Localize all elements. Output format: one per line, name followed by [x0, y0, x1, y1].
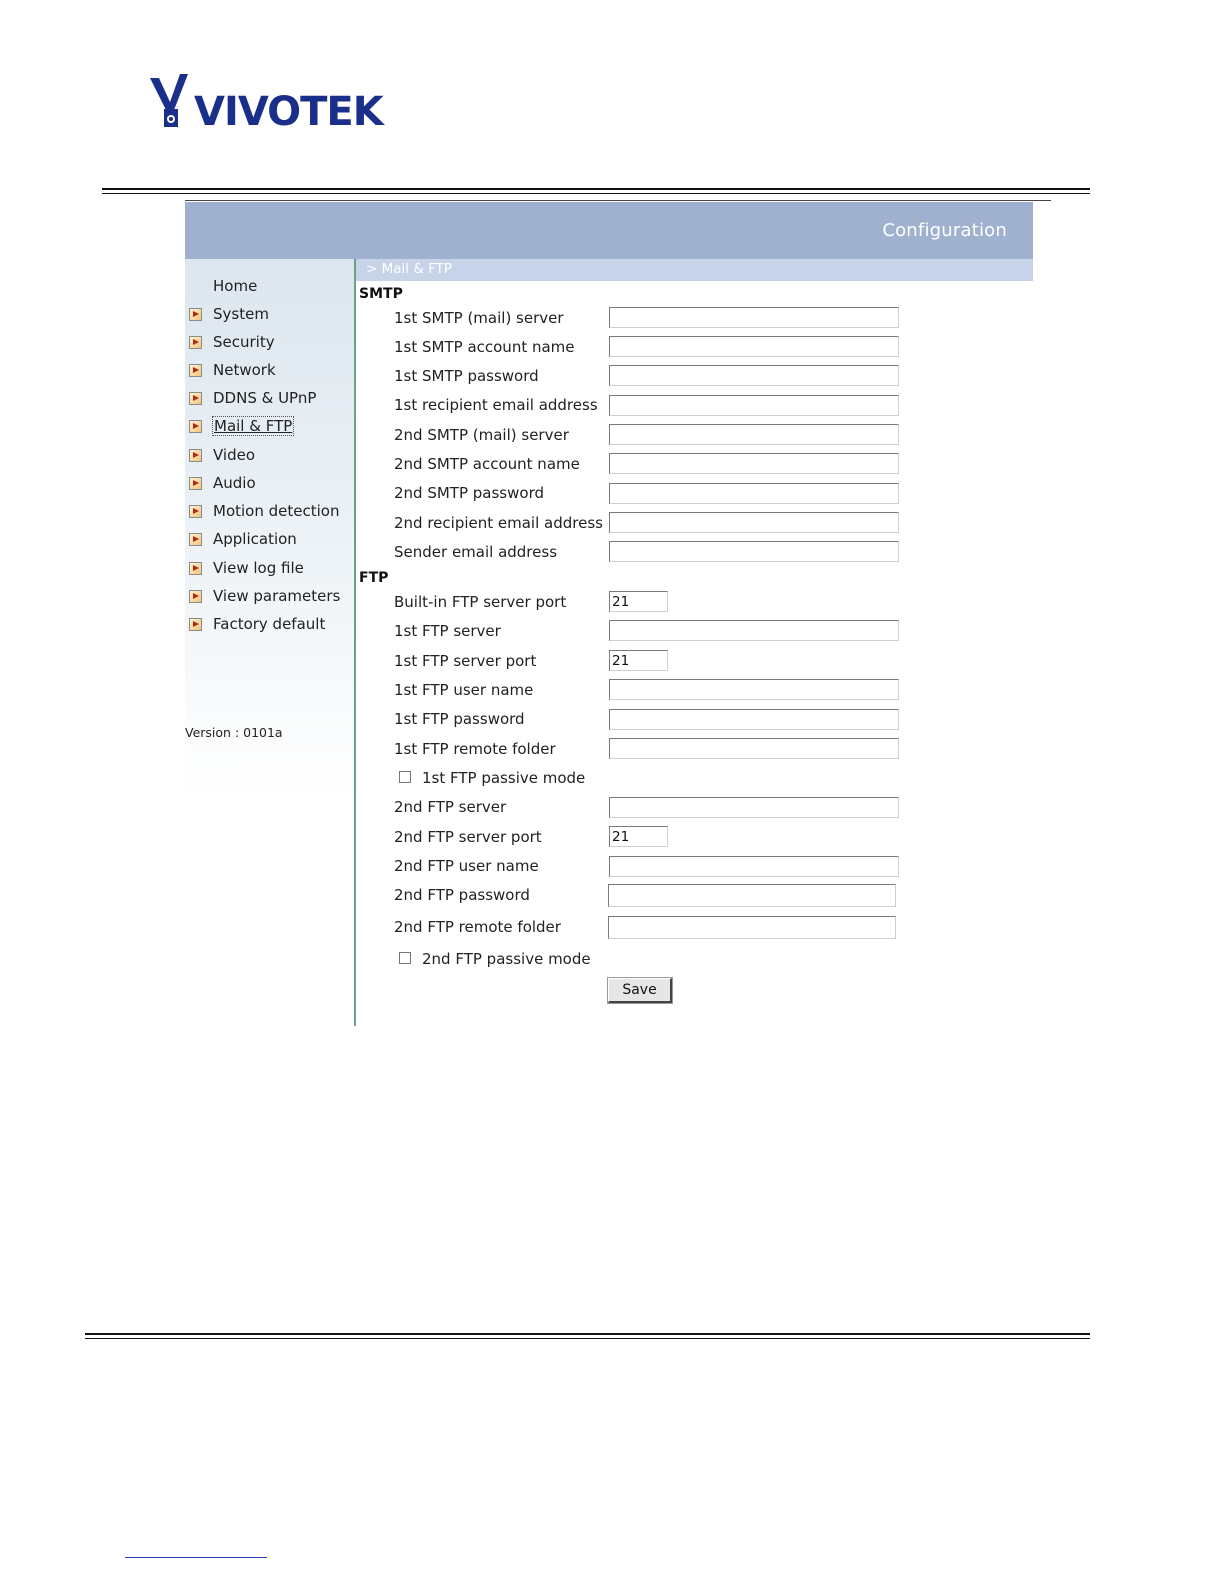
- sidebar-item-view-parameters[interactable]: [185, 585, 353, 609]
- sidebar-item-label: Security: [213, 333, 275, 351]
- arrow-right-icon: [189, 590, 202, 603]
- sidebar-item-label: Motion detection: [213, 502, 340, 520]
- ftp2-folder-input[interactable]: [608, 916, 896, 939]
- builtin-ftp-port-input[interactable]: [609, 591, 668, 612]
- ftp1-folder-input[interactable]: [609, 738, 899, 759]
- footer-rule-thin: [85, 1338, 1090, 1339]
- footer-rule: [85, 1333, 1090, 1335]
- arrow-right-icon: [189, 505, 202, 518]
- smtp2-password-input[interactable]: [609, 483, 899, 504]
- checkbox-label: 2nd FTP passive mode: [422, 950, 591, 968]
- sidebar-item-security[interactable]: [185, 331, 353, 355]
- field-label: 1st SMTP password: [394, 367, 539, 385]
- sidebar-item-label: DDNS & UPnP: [213, 389, 317, 407]
- sidebar-item-mail-ftp[interactable]: [185, 415, 353, 439]
- sidebar-item-application[interactable]: [185, 528, 353, 552]
- field-label: 2nd FTP server: [394, 798, 507, 816]
- sidebar-item-label: View log file: [213, 559, 304, 577]
- sidebar-item-label: Mail & FTP: [214, 417, 293, 435]
- arrow-right-icon: [189, 420, 202, 433]
- smtp2-account-input[interactable]: [609, 453, 899, 474]
- breadcrumb-text: > Mail & FTP: [366, 261, 453, 277]
- field-label: 2nd FTP password: [394, 886, 530, 904]
- ftp2-server-input[interactable]: [609, 797, 899, 818]
- field-label: 2nd SMTP password: [394, 484, 544, 502]
- save-button[interactable]: Save: [608, 978, 672, 1003]
- vivotek-logo: [150, 72, 400, 132]
- smtp1-account-input[interactable]: [609, 336, 899, 357]
- field-label: 1st FTP server: [394, 622, 501, 640]
- ftp1-server-input[interactable]: [609, 620, 899, 641]
- ftp1-password-input[interactable]: [609, 709, 899, 730]
- checkbox-label: 1st FTP passive mode: [422, 769, 586, 787]
- recipient1-email-input[interactable]: [609, 395, 899, 416]
- sidebar-item-factory-default[interactable]: [185, 613, 353, 637]
- sidebar-item-label: Application: [213, 530, 297, 548]
- ftp-heading: FTP: [359, 570, 389, 586]
- sidebar-item-label: Video: [213, 446, 256, 464]
- field-label: 1st SMTP (mail) server: [394, 309, 564, 327]
- field-label: 1st FTP server port: [394, 652, 537, 670]
- version-text: Version : 0101a: [185, 725, 283, 740]
- arrow-right-icon: [189, 364, 202, 377]
- sidebar-item-label: Factory default: [213, 615, 326, 633]
- ftp1-port-input[interactable]: [609, 650, 668, 671]
- field-label: 1st FTP user name: [394, 681, 534, 699]
- ftp1-passive-checkbox[interactable]: [399, 771, 411, 783]
- arrow-right-icon: [189, 477, 202, 490]
- smtp1-password-input[interactable]: [609, 365, 899, 386]
- config-page: [185, 200, 1033, 1026]
- sidebar-item-label: View parameters: [213, 587, 341, 605]
- sidebar-item-audio[interactable]: [185, 472, 353, 496]
- sidebar-divider: [354, 259, 356, 1026]
- ftp2-user-input[interactable]: [609, 856, 899, 877]
- smtp2-server-input[interactable]: [609, 424, 899, 445]
- sidebar-item-network[interactable]: [185, 359, 353, 383]
- logo-wordmark: VIVOTEK: [194, 89, 383, 132]
- field-label: 2nd FTP remote folder: [394, 918, 561, 936]
- banner-title: Configuration: [882, 220, 1007, 241]
- recipient2-email-input[interactable]: [609, 512, 899, 533]
- sidebar-item-label: Network: [213, 361, 276, 379]
- field-label: Built-in FTP server port: [394, 593, 567, 611]
- sidebar-item-label: Audio: [213, 474, 256, 492]
- smtp1-server-input[interactable]: [609, 307, 899, 328]
- field-label: 2nd FTP server port: [394, 828, 542, 846]
- breadcrumb: [356, 259, 1033, 281]
- sidebar-item-ddns-upnp[interactable]: [185, 387, 353, 411]
- sidebar-item-system[interactable]: [185, 303, 353, 327]
- sidebar-item-motion-detection[interactable]: [185, 500, 353, 524]
- ftp2-port-input[interactable]: [609, 826, 668, 847]
- ftp2-password-input[interactable]: [608, 884, 896, 907]
- field-label: 2nd recipient email address: [394, 514, 603, 532]
- field-label: 1st recipient email address: [394, 396, 598, 414]
- sidebar-item-home[interactable]: [185, 275, 353, 299]
- arrow-right-icon: [189, 618, 202, 631]
- sidebar-item-view-log-file[interactable]: [185, 557, 353, 581]
- ftp1-user-input[interactable]: [609, 679, 899, 700]
- header-rule-thin: [102, 193, 1090, 194]
- field-label: 2nd SMTP (mail) server: [394, 426, 569, 444]
- smtp-heading: SMTP: [359, 286, 403, 302]
- footer-link-underline: [125, 1557, 267, 1558]
- arrow-right-icon: [189, 392, 202, 405]
- sidebar-item-label: System: [213, 305, 269, 323]
- arrow-right-icon: [189, 336, 202, 349]
- arrow-right-icon: [189, 562, 202, 575]
- field-label: 2nd FTP user name: [394, 857, 539, 875]
- arrow-right-icon: [189, 308, 202, 321]
- field-label: 1st SMTP account name: [394, 338, 575, 356]
- sender-email-input[interactable]: [609, 541, 899, 562]
- ftp2-passive-checkbox[interactable]: [399, 952, 411, 964]
- config-banner: [185, 202, 1033, 259]
- arrow-right-icon: [189, 533, 202, 546]
- sidebar: [185, 259, 355, 1026]
- sidebar-item-label: Home: [213, 277, 258, 295]
- field-label: 1st FTP password: [394, 710, 525, 728]
- sidebar-item-video[interactable]: [185, 444, 353, 468]
- header-rule: [102, 188, 1090, 190]
- field-label: 2nd SMTP account name: [394, 455, 580, 473]
- arrow-right-icon: [189, 449, 202, 462]
- field-label: Sender email address: [394, 543, 558, 561]
- field-label: 1st FTP remote folder: [394, 740, 556, 758]
